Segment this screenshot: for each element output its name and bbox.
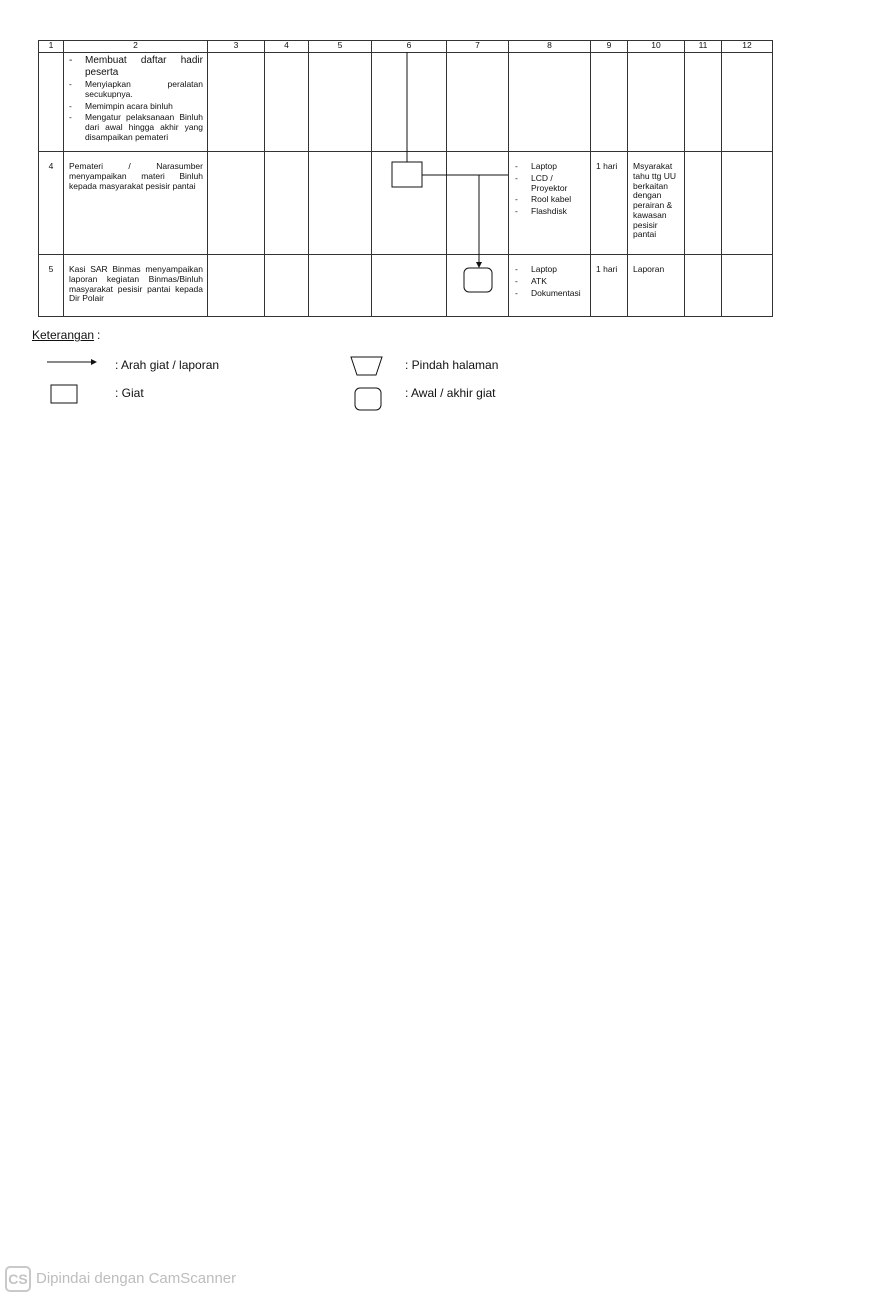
row-number: 5: [39, 255, 64, 317]
header-cell: 6: [372, 41, 447, 53]
activity-box: [392, 162, 422, 187]
header-cell: 8: [509, 41, 591, 53]
list-item: - Rool kabel: [514, 195, 586, 205]
end-terminal: [464, 268, 492, 292]
activity-cell: Kasi SAR Binmas menyampaikan laporan kegiatan Binmas/Binluh masyarakat pesisir pantai kepada Dir Polair: [64, 255, 208, 317]
header-cell: 9: [591, 41, 628, 53]
list-item: - Membuat daftar hadir peserta: [64, 55, 203, 78]
list-item: - Dokumentasi: [514, 289, 586, 299]
list-item: - ATK: [514, 277, 586, 287]
flowchart: [0, 0, 893, 420]
output-cell: Msyarakat tahu ttg UU berkaitan dengan perairan & kawasan pesisir pantai: [628, 152, 685, 255]
legend-colon: :: [97, 328, 101, 342]
header-cell: 10: [628, 41, 685, 53]
terminal-icon: [354, 387, 383, 412]
header-cell: 3: [208, 41, 265, 53]
list-item: - Laptop: [514, 265, 586, 275]
header-cell: 5: [309, 41, 372, 53]
camscanner-logo: CS: [5, 1266, 31, 1292]
header-cell: 1: [39, 41, 64, 53]
legend-arrow-label: : Arah giat / laporan: [115, 358, 220, 372]
header-cell: 11: [685, 41, 722, 53]
list-item: - Memimpin acara binluh: [64, 102, 203, 112]
header-cell: 12: [722, 41, 773, 53]
list-item: - Mengatur pelaksanaan Binluh dari awal hingga akhir yang disampaikan pemateri: [64, 113, 203, 142]
row-number: 4: [39, 152, 64, 255]
time-cell: 1 hari: [591, 255, 628, 317]
time-cell: 1 hari: [591, 152, 628, 255]
legend-page-label: : Pindah halaman: [405, 358, 499, 372]
arrow-icon: [46, 356, 98, 368]
list-item: - Menyiapkan peralatan secukupnya.: [64, 80, 203, 100]
legend-title: Keterangan: [32, 328, 95, 342]
legend-giat-label: : Giat: [115, 386, 144, 400]
list-item: - LCD / Proyektor: [514, 174, 571, 194]
activity-box-icon: [50, 384, 79, 404]
page-connector-icon: [350, 356, 384, 376]
output-cell: Laporan: [628, 255, 685, 317]
camscanner-watermark: Dipindai dengan CamScanner: [36, 1270, 237, 1287]
header-cell: 2: [64, 41, 208, 53]
header-cell: 7: [447, 41, 509, 53]
activity-cell: Pemateri / Narasumber menyampaikan materi Binluh kepada masyarakat pesisir pantai: [64, 152, 208, 255]
list-item: - Laptop: [514, 162, 586, 172]
legend-start-end-label: : Awal / akhir giat: [405, 386, 496, 400]
list-item: - Flashdisk: [514, 207, 586, 217]
header-cell: 4: [265, 41, 309, 53]
